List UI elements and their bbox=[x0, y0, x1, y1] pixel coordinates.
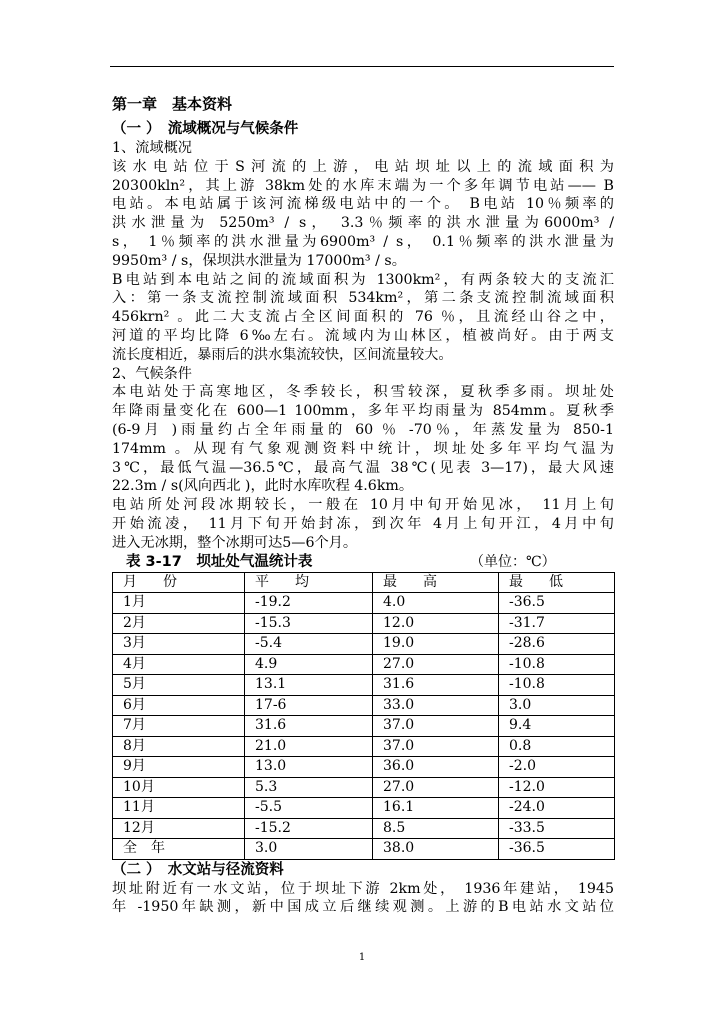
cell-average: 13.0 bbox=[245, 757, 373, 778]
table-row bbox=[113, 757, 615, 778]
cell-month: 1月 bbox=[113, 593, 245, 614]
cell-min: -31.7 bbox=[499, 613, 615, 634]
cell-month: 7月 bbox=[113, 716, 245, 737]
cell-min: -36.5 bbox=[499, 593, 615, 614]
cell-max: 36.0 bbox=[373, 757, 499, 778]
paragraph-line: 174mm 。从现有气象观测资料中统计，坝址处多年平均气温为 bbox=[112, 440, 614, 457]
table-header-row bbox=[113, 572, 615, 593]
document-page bbox=[112, 92, 614, 917]
cell-month: 9月 bbox=[113, 757, 245, 778]
cell-average: 3.0 bbox=[245, 839, 373, 860]
paragraph-line: 本电站处于高寒地区，冬季较长，积雪较深，夏秋季多雨。坝址处 bbox=[112, 384, 614, 401]
paragraph-line: 该水电站位于S河流的上游，电站坝址以上的流域面积为 bbox=[112, 158, 614, 175]
paragraph-line: 开始流凌， 11月下旬开始封冻，到次年 4月上旬开江，4月中旬 bbox=[112, 515, 614, 532]
table-row bbox=[113, 675, 615, 696]
cell-month: 11月 bbox=[113, 798, 245, 819]
table-row-annual bbox=[113, 839, 615, 860]
cell-month: 全 年 bbox=[113, 839, 245, 860]
paragraph-line: 20300kln²，其上游 38km处的水库末端为一个多年调节电站—— B bbox=[112, 177, 614, 194]
cell-average: 13.1 bbox=[245, 675, 373, 696]
cell-month: 5月 bbox=[113, 675, 245, 696]
cell-average: -5.4 bbox=[245, 634, 373, 655]
cell-average: -19.2 bbox=[245, 593, 373, 614]
cell-average: -15.3 bbox=[245, 613, 373, 634]
table-row bbox=[113, 634, 615, 655]
cell-max: 37.0 bbox=[373, 716, 499, 737]
paragraph-line: 河道的平均比降 6‰左右。流域内为山林区，植被尚好。由于两支 bbox=[112, 327, 614, 344]
cell-min: -33.5 bbox=[499, 818, 615, 839]
section-heading-hydrology: （二 ） 水文站与径流资料 bbox=[112, 861, 284, 878]
paragraph-line: (6-9月 )雨量约占全年雨量的 60 ％ -70％，年蒸发量为 850-1 bbox=[112, 421, 614, 438]
cell-min: -2.0 bbox=[499, 757, 615, 778]
paragraph-line: 22.3m / s(风向西北 )，此时水库吹程 4.6km。 bbox=[112, 478, 414, 495]
cell-average: 5.3 bbox=[245, 777, 373, 798]
cell-average: 17-6 bbox=[245, 695, 373, 716]
paragraph-line: 洪水泄量为 5250m³ / s， 3.3％频率的洪水泄量为6000m³ / bbox=[112, 215, 614, 232]
paragraph-line: 电站所处河段冰期较长，一般在 10月中旬开始见冰， 11月上旬 bbox=[112, 497, 614, 514]
paragraph-line: 电站。本电站属于该河流梯级电站中的一个。 B电站 10％频率的 bbox=[112, 196, 614, 213]
cell-average: 21.0 bbox=[245, 736, 373, 757]
cell-max: 27.0 bbox=[373, 654, 499, 675]
cell-min: -10.8 bbox=[499, 675, 615, 696]
paragraph-line: 年 -1950年缺测，新中国成立后继续观测。上游的B电站水文站位 bbox=[112, 899, 614, 916]
cell-max: 31.6 bbox=[373, 675, 499, 696]
table-row bbox=[113, 736, 615, 757]
table-row bbox=[113, 654, 615, 675]
paragraph-line: 进入无冰期，整个冰期可达5—6个月。 bbox=[112, 534, 358, 551]
column-header-max: 最 高 bbox=[373, 572, 499, 593]
subsection-title-climate: 2、气候条件 bbox=[112, 365, 192, 382]
paragraph-line: 年降雨量变化在 600—1 100mm，多年平均雨量为 854mm。夏秋季 bbox=[112, 403, 614, 420]
paragraph-line: 坝址附近有一水文站，位于坝址下游 2km处， 1936年建站， 1945 bbox=[112, 880, 614, 897]
table-caption bbox=[112, 553, 614, 571]
cell-max: 33.0 bbox=[373, 695, 499, 716]
table-caption-title: 表 3-17 坝址处气温统计表 bbox=[126, 553, 313, 570]
table-unit: （单位：℃） bbox=[470, 553, 556, 570]
cell-month: 8月 bbox=[113, 736, 245, 757]
paragraph-line: 3℃，最低气温—36.5℃，最高气温 38℃(见表 3—17)，最大风速 bbox=[112, 459, 614, 476]
cell-max: 19.0 bbox=[373, 634, 499, 655]
cell-month: 2月 bbox=[113, 613, 245, 634]
cell-min: 9.4 bbox=[499, 716, 615, 737]
cell-min: -12.0 bbox=[499, 777, 615, 798]
subsection-title-basin: 1、流域概况 bbox=[112, 140, 192, 156]
cell-max: 27.0 bbox=[373, 777, 499, 798]
cell-average: -15.2 bbox=[245, 818, 373, 839]
table-row bbox=[113, 613, 615, 634]
paragraph-line: s， 1％频率的洪水泄量为6900m³ / s， 0.1％频率的洪水泄量为 bbox=[112, 233, 614, 250]
paragraph-line: 流长度相近，暴雨后的洪水集流较快，区间流量较大。 bbox=[112, 346, 453, 363]
table-row bbox=[113, 777, 615, 798]
page-number: 1 bbox=[358, 952, 366, 963]
cell-min: -28.6 bbox=[499, 634, 615, 655]
table-row bbox=[113, 593, 615, 614]
cell-min: -36.5 bbox=[499, 839, 615, 860]
cell-max: 12.0 bbox=[373, 613, 499, 634]
cell-average: 4.9 bbox=[245, 654, 373, 675]
table-row bbox=[113, 818, 615, 839]
paragraph-line: 入：第一条支流控制流域面积 534km²，第二条支流控制流域面积 bbox=[112, 290, 614, 307]
cell-min: -24.0 bbox=[499, 798, 615, 819]
cell-max: 16.1 bbox=[373, 798, 499, 819]
cell-min: -10.8 bbox=[499, 654, 615, 675]
paragraph-line: 9950m³ / s，保坝洪水泄量为 17000m³ / s。 bbox=[112, 252, 406, 269]
header-rule bbox=[110, 66, 614, 67]
cell-min: 0.8 bbox=[499, 736, 615, 757]
cell-max: 38.0 bbox=[373, 839, 499, 860]
column-header-average: 平 均 bbox=[245, 572, 373, 593]
cell-month: 6月 bbox=[113, 695, 245, 716]
cell-max: 37.0 bbox=[373, 736, 499, 757]
column-header-min: 最 低 bbox=[499, 572, 615, 593]
cell-average: 31.6 bbox=[245, 716, 373, 737]
table-row bbox=[113, 798, 615, 819]
column-header-month: 月 份 bbox=[113, 572, 245, 593]
cell-max: 4.0 bbox=[373, 593, 499, 614]
chapter-title: 第一章 基本资料 bbox=[112, 95, 233, 113]
cell-min: 3.0 bbox=[499, 695, 615, 716]
paragraph-line: 456krn² 。此二大支流占全区间面积的 76 ％，且流经山谷之中， bbox=[112, 309, 614, 326]
cell-month: 12月 bbox=[113, 818, 245, 839]
table-row bbox=[113, 716, 615, 737]
cell-month: 3月 bbox=[113, 634, 245, 655]
cell-average: -5.5 bbox=[245, 798, 373, 819]
temperature-table bbox=[112, 572, 615, 860]
table-row bbox=[113, 695, 615, 716]
cell-month: 10月 bbox=[113, 777, 245, 798]
cell-max: 8.5 bbox=[373, 818, 499, 839]
section-heading-basin: （一 ） 流域概况与气候条件 bbox=[112, 121, 299, 137]
cell-month: 4月 bbox=[113, 654, 245, 675]
paragraph-line: B电站到本电站之间的流域面积为 1300km²，有两条较大的支流汇 bbox=[112, 271, 614, 288]
